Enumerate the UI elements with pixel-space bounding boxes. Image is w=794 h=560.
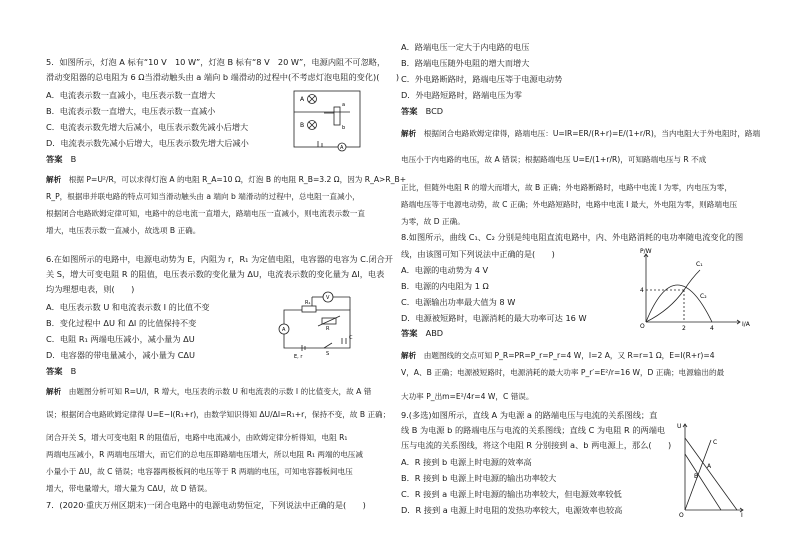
answer-value: BCD [425, 106, 444, 116]
rheostat-a-label: a [342, 102, 346, 108]
q8-option-d: D．电源被短路时，电源消耗的最大功率可达 16 W [401, 313, 587, 323]
analysis-label: 解析 [46, 387, 62, 396]
q9-ui-graph [677, 420, 747, 518]
q6-stem-line2: 关 S，增大可变电阻 R 的阻值，电压表示数的变化量为 ΔU，电流表示数的变化量为 ΔI，电表 [46, 269, 385, 279]
q6-answer [46, 366, 76, 377]
q6-analysis-line6: 增大，带电量增大，增大量为 CΔU，故 D 错误。 [46, 484, 212, 493]
r-label: R [326, 326, 330, 332]
answer-label: 答案 [46, 366, 63, 376]
q7-analysis-line3: 正比，但随外电阻 R 的增大而增大，故 B 正确；外电路断路时，电路中电流 I 为零，内电压为零， [401, 183, 732, 192]
q5-analysis-line4: 增大，电压表示数一直减小，故选项 B 正确。 [46, 226, 201, 235]
line-a-label: A [707, 463, 712, 470]
q7-stem: 7．(2020·重庆万州区期末)一闭合电路中的电源电动势恒定，下列说法中正确的是( ) [46, 500, 366, 510]
curve-c2-label: C₂ [700, 293, 707, 300]
q7-analysis-line4: 路端电压等于电源电动势，故 C 正确；外电路短路时，电路中电流 I 最大，外电阻为零，则路端电压 [401, 200, 738, 209]
q7-option-c: C．外电路断路时，路端电压等于电源电动势 [401, 74, 563, 84]
analysis-text: 根据闭合电路欧姆定律得，路端电压：U=IR=ER/(R+r)=E/(1+r/R)，当内电阻大于外电阻时，路端 [423, 129, 761, 138]
y-tick-4: 4 [640, 287, 644, 294]
right-column [397, 0, 794, 560]
answer-label: 答案 [46, 154, 63, 164]
q8-option-c: C．电源输出功率最大值为 8 W [401, 297, 516, 307]
q6-circuit-diagram [272, 292, 362, 360]
ammeter-label: A [282, 327, 286, 333]
q8-option-b: B．电源的内电阻为 1 Ω [401, 281, 489, 291]
q5-option-b: B．电流表示数一直增大，电压表示数一直减小 [46, 106, 216, 116]
x-tick-4: 4 [710, 325, 714, 332]
switch-label: S [326, 351, 330, 357]
line-b-label: B [694, 473, 699, 480]
q9-stem-line1: 9.(多选)如图所示，直线 A 为电源 a 的路端电压与电流的关系图线；直 [401, 410, 658, 420]
analysis-label: 解析 [401, 351, 417, 360]
q7-option-b: B．路端电压随外电阻的增大而增大 [401, 58, 530, 68]
analysis-text: 根据 P=U²/R，可以求得灯泡 A 的电阻 R_A=10 Ω，灯泡 B 的电阻 R_B=3.2 Ω，因为 R_A>R_B+ [68, 175, 407, 184]
q5-analysis-line1 [46, 174, 406, 185]
q5-option-c: C．电流表示数先增大后减小，电压表示数先减小后增大 [46, 122, 249, 132]
q7-option-d: D．外电路短路时，路端电压为零 [401, 90, 522, 100]
q7-answer [401, 106, 443, 117]
r1-label: R₁ [305, 300, 311, 306]
q6-option-c: C．电阻 R₁ 两端电压减小，减小量为 ΔU [46, 334, 195, 344]
q5-analysis-line2: R_P，根据串并联电路的特点可知当滑动触头由 a 端向 b 端滑动的过程中，总电阻一直减小， [46, 192, 360, 201]
analysis-label: 解析 [401, 129, 417, 138]
q8-option-a: A．电源的电动势为 4 V [401, 265, 489, 275]
q7-analysis-line1 [401, 128, 760, 139]
q6-analysis-line2: 误；根据闭合电路欧姆定律得 U=E−I(R₁+r)，由数学知识得知 ΔU/ΔI=R₁+r，保持不变，故 B 正确； [46, 410, 391, 419]
answer-value: B [70, 154, 77, 164]
q8-answer [401, 328, 443, 339]
q7-analysis-line5: 为零，故 D 正确。 [401, 217, 465, 226]
q6-analysis-line5: 小量小于 ΔU，故 C 错误；电容器两极板间的电压等于 R 两端的电压，可知电容器板间电压 [46, 467, 353, 476]
q7-analysis-line2: 电压小于内电路的电压，故 A 错误；根据路端电压 U=E/(1+r/R)，可知路端电压与 R 不成 [401, 155, 707, 164]
capacitor-label: C [349, 335, 353, 341]
q6-stem-line3: 均为理想电表，则( ) [46, 284, 135, 294]
q9-stem-line3: 压与电流的关系图线，将这个电阻 R 分别接到 a、b 两电源上，那么( ) [401, 440, 672, 450]
u-axis-label: U [677, 423, 682, 430]
q6-analysis-line1 [46, 386, 371, 397]
lamp-b-label: B [300, 122, 305, 129]
q5-answer [46, 154, 76, 165]
q8-stem-line1: 8.如图所示，曲线 C₁、C₂ 分别是纯电阻直流电路中，内、外电路消耗的电功率随电流变化的图 [401, 232, 744, 242]
q5-option-d: D．电流表示数先减小后增大，电压表示数先增大后减小 [46, 138, 249, 148]
q9-stem-line2: 线 B 为电源 b 的路端电压与电流的关系图线；直线 C 为电阻 R 的两端电 [401, 425, 666, 435]
q6-option-d: D．电容器的带电量减小，减小量为 CΔU [46, 350, 196, 360]
analysis-text: 由题图分析可知 R=U/I，R 增大，电压表的示数 U 和电流表的示数 I 的比值变大，故 A 错 [68, 387, 372, 396]
voltmeter-label: V [326, 295, 330, 301]
q8-power-current-graph [640, 248, 750, 332]
analysis-text: 由题图线的交点可知 P_R=PR=P_r=P_r=4 W，I=2 A，又 R=r=1 Ω，E=I(R+r)=4 [423, 351, 715, 360]
q5-analysis-line3: 根据闭合电路欧姆定律可知，电路中的总电流一直增大，路端电压一直减小，则电流表示数一直 [46, 209, 365, 218]
source-label: E, r [294, 354, 303, 360]
q9-option-c: C．R 接到 a 电源上时电源的输出功率较大，但电源效率较低 [401, 489, 622, 499]
answer-value: ABD [425, 328, 444, 338]
q6-option-a: A．电压表示数 U 和电流表示数 I 的比值不变 [46, 302, 210, 312]
q6-stem-line1: 6.在如图所示的电路中，电源电动势为 E，内阻为 r，R₁ 为定值电阻，电容器的电容为 C.闭合开 [46, 254, 393, 264]
q6-option-b: B．变化过程中 ΔU 和 ΔI 的比值保持不变 [46, 318, 197, 328]
curve-c1-label: C₁ [696, 261, 703, 268]
answer-label: 答案 [401, 328, 418, 338]
q5-stem-line2: 滑动变阻器的总电阻为 6 Ω当滑动触头由 a 端向 b 端滑动的过程中(不考虑灯泡电阻的变化)( ) [46, 72, 400, 82]
q6-analysis-line4: 两端电压减小，R 两端电压增大，而它们的总电压即路端电压增大，所以电阻 R₁ 两端的电压减 [46, 450, 363, 459]
q5-option-a: A．电流表示数一直减小，电压表示数一直增大 [46, 90, 216, 100]
line-c-label: C [713, 439, 718, 446]
x-tick-2: 2 [682, 325, 686, 332]
answer-value: B [70, 366, 77, 376]
y-axis-label: P/W [640, 248, 652, 255]
q9-option-a: A．R 接到 b 电源上时电源的效率高 [401, 457, 532, 467]
x-axis-label: I/A [742, 321, 750, 328]
q8-stem-line2: 线，由该图可知下列说法中正确的是( ) [401, 249, 555, 259]
q5-stem-line1: 5．如图所示，灯泡 A 标有“10 V 10 W”，灯泡 B 标有“8 V 20 W”，电源内阻不可忽略， [46, 57, 386, 67]
ammeter-label: A [340, 145, 344, 151]
q8-analysis-line1 [401, 350, 715, 361]
q9-option-b: B．R 接到 b 电源上时电源的输出功率较大 [401, 473, 557, 483]
q8-analysis-line2: V，A、B 正确；电源被短路时，电源消耗的最大功率 P_r′=E²/r=16 W，D 正确；电源输出的最 [401, 368, 725, 377]
answer-label: 答案 [401, 106, 418, 116]
q9-option-d: D．R 接到 a 电源上时电阻的发热功率较大，电源效率也较高 [401, 505, 623, 515]
q5-circuit-diagram [290, 85, 370, 155]
q8-analysis-line3: 大功率 P_出m=E²/4r=4 W，C 错误。 [401, 392, 534, 401]
analysis-label: 解析 [46, 175, 62, 184]
origin-label: O [679, 512, 684, 519]
i-axis-label: I [741, 512, 743, 519]
rheostat-b-label: b [342, 125, 346, 131]
q6-analysis-line3: 闭合开关 S，增大可变电阻 R 的阻值后，电路中电流减小，由欧姆定律分析得知，电阻 R₁ [46, 433, 348, 442]
lamp-a-label: A [300, 96, 305, 103]
q7-option-a: A．路端电压一定大于内电路的电压 [401, 42, 530, 52]
origin-label: O [640, 323, 645, 330]
